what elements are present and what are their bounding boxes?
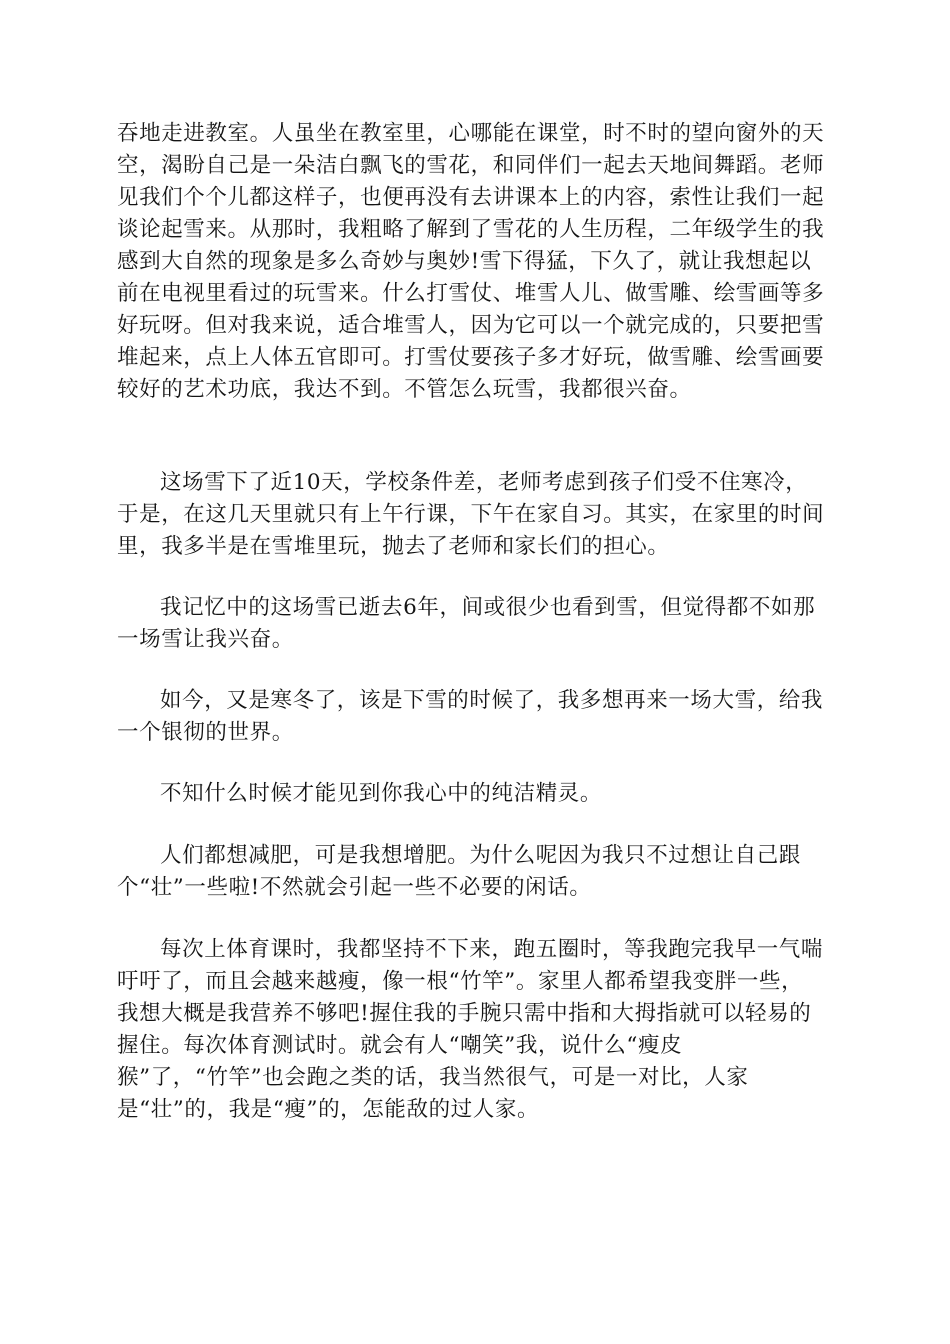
text-line: 我想大概是我营养不够吧!握住我的手腕只需中指和大拇指就可以轻易的 <box>117 1001 812 1026</box>
text-line: 前在电视里看过的玩雪来。什么打雪仗、堆雪人儿、做雪雕、绘雪画等多 <box>117 281 825 306</box>
text-line: 好玩呀。但对我来说，适合堆雪人，因为它可以一个就完成的，只要把雪 <box>117 313 825 338</box>
text-line: 一个银彻的世界。 <box>117 720 294 745</box>
text-line: 感到大自然的现象是多么奇妙与奥妙!雪下得猛，下久了，就让我想起以 <box>117 249 812 274</box>
text-line: 握住。每次体育测试时。就会有人“嘲笑”我，说什么“瘦皮 <box>117 1033 683 1058</box>
text-line: 较好的艺术功底，我达不到。不管怎么玩雪，我都很兴奋。 <box>117 377 692 402</box>
text-line: 不知什么时候才能见到你我心中的纯洁精灵。 <box>160 781 603 806</box>
text-line: 吁吁了，而且会越来越瘦，像一根“竹竿”。家里人都希望我变胖一些， <box>117 969 804 994</box>
text-line: 每次上体育课时，我都坚持不下来，跑五圈时，等我跑完我早一气喘 <box>160 937 824 962</box>
text-line: 见我们个个儿都这样子，也便再没有去讲课本上的内容，索性让我们一起 <box>117 185 825 210</box>
text-line: 一场雪让我兴奋。 <box>117 627 294 652</box>
text-line: 是“壮”的，我是“瘦”的，怎能敌的过人家。 <box>117 1097 540 1122</box>
text-line: 于是，在这几天里就只有上午行课，下午在家自习。其实，在家里的时间 <box>117 502 825 527</box>
text-line: 个“壮”一些啦!不然就会引起一些不必要的闲话。 <box>117 875 592 900</box>
text-line: 我记忆中的这场雪已逝去6年，间或很少也看到雪，但觉得都不如那 <box>160 595 816 620</box>
text-line: 这场雪下了近10天，学校条件差，老师考虑到孩子们受不住寒冷， <box>160 470 808 495</box>
text-line: 空，渴盼自己是一朵洁白飘飞的雪花，和同伴们一起去天地间舞蹈。老师 <box>117 153 825 178</box>
text-line: 里，我多半是在雪堆里玩，抛去了老师和家长们的担心。 <box>117 534 670 559</box>
text-line: 堆起来，点上人体五官即可。打雪仗要孩子多才好玩，做雪雕、绘雪画要 <box>117 345 825 370</box>
text-line: 吞地走进教室。人虽坐在教室里，心哪能在课堂，时不时的望向窗外的天 <box>117 121 825 146</box>
text-line: 谈论起雪来。从那时，我粗略了解到了雪花的人生历程，二年级学生的我 <box>117 217 825 242</box>
text-line: 人们都想减肥，可是我想增肥。为什么呢因为我只不过想让自己跟 <box>160 843 801 868</box>
text-line: 如今，又是寒冬了，该是下雪的时候了，我多想再来一场大雪，给我 <box>160 688 824 713</box>
text-line: 猴”了，“竹竿”也会跑之类的话，我当然很气，可是一对比，人家 <box>117 1065 749 1090</box>
